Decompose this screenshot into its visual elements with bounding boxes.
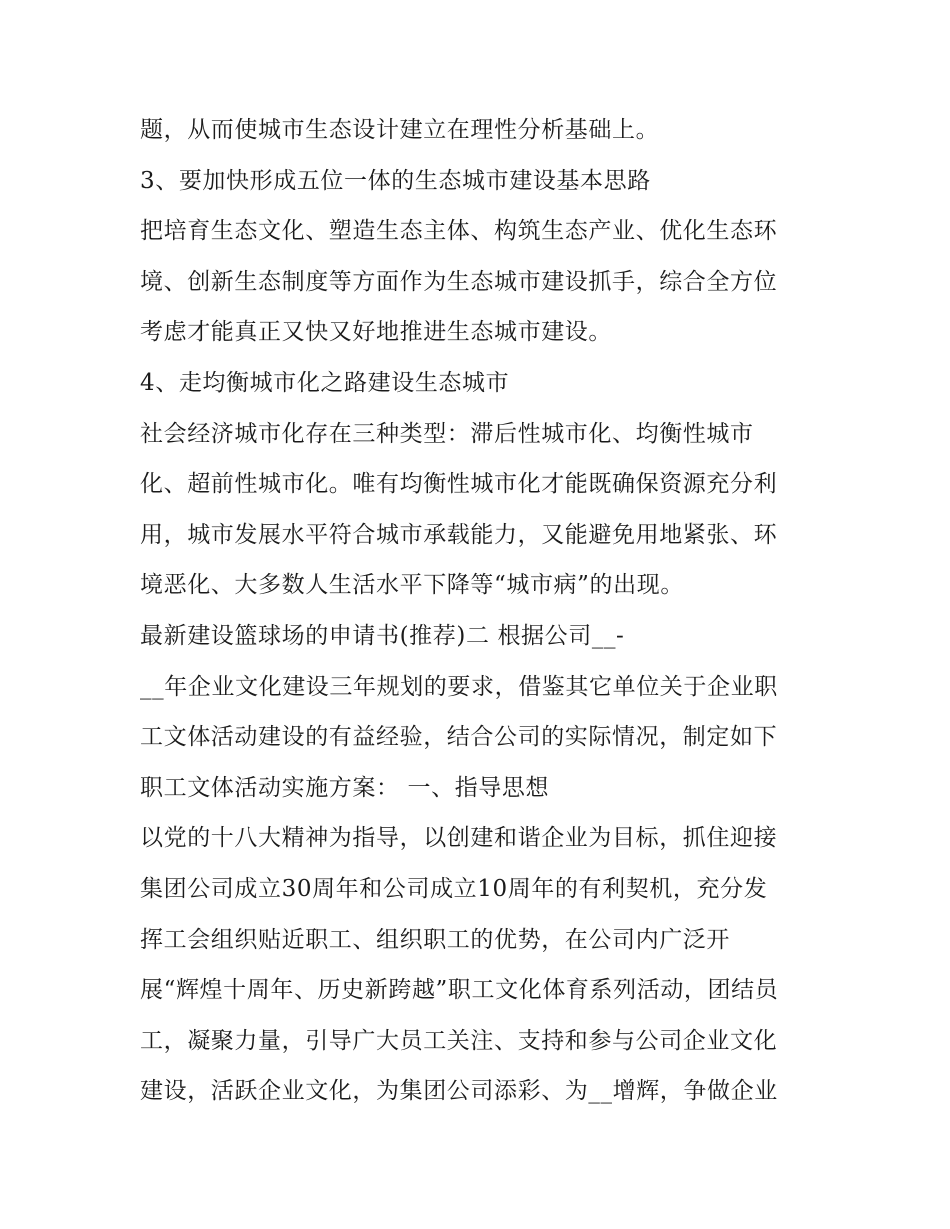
text-line: 以党的十八大精神为指导，以创建和谐企业为目标，抓住迎接: [140, 825, 778, 852]
text-line: 职工文体活动实施方案： 一、指导思想: [140, 774, 550, 801]
text-line: 建设，活跃企业文化，为集团公司添彩、为__增辉，争做企业: [140, 1078, 778, 1105]
document-body: [140, 105, 830, 1117]
section-heading: 4、走均衡城市化之路建设生态城市: [140, 369, 510, 396]
text-line: 挥工会组织贴近职工、组织职工的优势，在公司内广泛开: [140, 926, 730, 953]
text-line: 化、超前性城市化。唯有均衡性城市化才能既确保资源充分利: [140, 471, 778, 498]
section-heading: 3、要加快形成五位一体的生态城市建设基本思路: [140, 167, 651, 194]
text-line: 展“辉煌十周年、历史新跨越”职工文化体育系列活动，团结员: [140, 977, 779, 1004]
text-line: 境、创新生态制度等方面作为生态城市建设抓手，综合全方位: [140, 268, 778, 295]
text-line: 境恶化、大多数人生活水平下降等“城市病”的出现。: [140, 572, 684, 599]
text-line: 社会经济城市化存在三种类型：滞后性城市化、均衡性城市: [140, 420, 754, 447]
text-line: 用，城市发展水平符合城市承载能力，又能避免用地紧张、环: [140, 521, 778, 548]
text-line: 工文体活动建设的有益经验，结合公司的实际情况，制定如下: [140, 724, 778, 751]
text-line: __年企业文化建设三年规划的要求，借鉴其它单位关于企业职: [140, 673, 778, 700]
text-line: 工，凝聚力量，引导广大员工关注、支持和参与公司企业文化: [140, 1027, 778, 1054]
text-line: 考虑才能真正又快又好地推进生态城市建设。: [140, 319, 612, 346]
text-line: 集团公司成立30周年和公司成立10周年的有利契机，充分发: [140, 875, 768, 902]
document-title-line: 最新建设篮球场的申请书(推荐)二 根据公司__-: [140, 622, 625, 649]
text-line: 把培育生态文化、塑造生态主体、构筑生态产业、优化生态环: [140, 218, 778, 245]
text-line: 题，从而使城市生态设计建立在理性分析基础上。: [140, 117, 660, 143]
